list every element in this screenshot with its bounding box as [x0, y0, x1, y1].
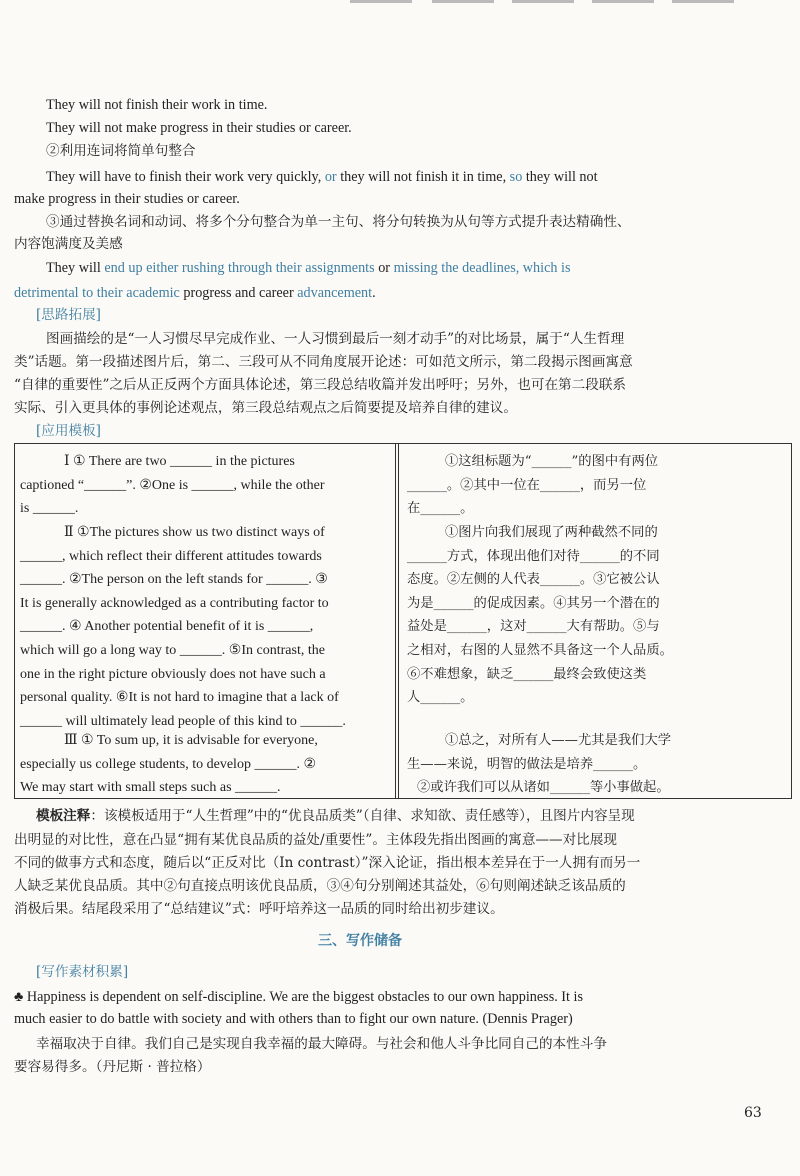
- club-icon: ♣: [14, 989, 24, 1005]
- quote-chinese-line: 要容易得多。（丹尼斯 · 普拉格）: [14, 1059, 211, 1075]
- method-heading: 内容饱满度及美感: [14, 236, 123, 252]
- example-sentence: detrimental to their academic progress and career advancement.: [14, 285, 376, 301]
- top-rule: [672, 0, 734, 3]
- section-heading-ideas: [思路拓展]: [36, 307, 101, 323]
- method-heading: ②利用连词将简单句整合: [46, 143, 196, 159]
- ideas-paragraph-line: “自律的重要性”之后从正反两个方面具体论述，第三段总结收篇并发出呼吁；另外，也可在第二段联系: [14, 377, 627, 393]
- template-note-label: 模板注释: [36, 808, 91, 824]
- template-note-line: 消极后果。结尾段采用了“总结建议”式：呼吁培养这一品质的同时给出初步建议。: [14, 901, 504, 917]
- quote-chinese-line: 幸福取决于自律。我们自己是实现自我幸福的最大障碍。与社会和他人斗争比同自己的本性斗争: [36, 1036, 607, 1052]
- table-divider: [398, 444, 399, 798]
- top-rule: [512, 0, 574, 3]
- top-rule: [432, 0, 494, 3]
- template-chinese-part1: ①这组标题为“______”的图中有两位 ______。②其中一位在______，而另一位 在______。: [407, 454, 659, 517]
- template-note-line: 模板注释：该模板适用于“人生哲理”中的“优良品质类”（自律、求知欲、责任感等），且图片内容呈现: [36, 808, 635, 824]
- ideas-paragraph-line: 图画描绘的是“一人习惯尽早完成作业、一人习惯到最后一刻才动手”的对比场景，属于“人生哲理: [46, 331, 625, 347]
- template-chinese-part3: ①总之，对所有人——尤其是我们大学 生——来说，明智的做法是培养______。 ②或许我们可以从诸如______等小事做起。: [407, 733, 672, 796]
- part-three-heading: 三、写作储备: [318, 933, 402, 949]
- template-english-part3: Ⅲ ① To sum up, it is advisable for everyone, especially us college students, to develop ______. ② We may start with small steps such as ______.: [20, 733, 318, 796]
- example-sentence: They will not make progress in their studies or career.: [46, 120, 352, 136]
- ideas-paragraph-line: 实际、引入更具体的事例论述观点，第三段总结观点之后简要提及培养自律的建议。: [14, 400, 517, 416]
- template-table: [14, 443, 792, 799]
- template-english-part2: Ⅱ ①The pictures show us two distinct ways of ______, which reflect their different attitudes towards ______. ②The person on the left stands for ______. ③ It is generally acknowledged as a contributing factor to ______. ④ Another potential benefit of it is ______, which will go a long way to ______. ⑤In contrast, the one in the right picture obviously does not have such a personal quality. ⑥It is not hard to imagine that a lack of ______ will ultimately lead people of this kind to ______.: [20, 525, 346, 729]
- example-sentence: make progress in their studies or career.: [14, 191, 240, 207]
- template-chinese-part2: ①图片向我们展现了两种截然不同的 ______方式，体现出他们对待______的不同 态度。②左侧的人代表______。③它被公认 为是______的促成因素。④其另一个潜在的 益处是______，这对______大有帮助。⑤与 之相对，右图的人显然不具备这一个人品质。 ⑥不难想象，缺乏______最终会致使这类 人______。: [407, 525, 673, 706]
- section-heading-template: [应用模板]: [36, 423, 101, 439]
- example-sentence: They will not finish their work in time.: [46, 97, 268, 113]
- template-note-line: 人缺乏某优良品质。其中②句直接点明该优良品质，③④句分别阐述其益处，⑥句则阐述缺乏该品质的: [14, 878, 626, 894]
- top-rule: [350, 0, 412, 3]
- template-english-part1: Ⅰ ① There are two ______ in the pictures captioned “______”. ②One is ______, while the other is ______.: [20, 454, 325, 517]
- page-number: 63: [744, 1105, 762, 1121]
- example-sentence: They will end up either rushing through their assignments or missing the deadlines, which is: [46, 260, 571, 276]
- quote-english-line: ♣ Happiness is dependent on self-discipline. We are the biggest obstacles to our own happiness. It is: [14, 989, 583, 1005]
- top-rule: [592, 0, 654, 3]
- quote-english-line: much easier to do battle with society and with others than to fight our own nature. (Dennis Prager): [14, 1011, 573, 1027]
- table-divider: [395, 444, 396, 798]
- example-sentence: They will have to finish their work very quickly, or they will not finish it in time, so they will not: [46, 169, 598, 185]
- template-note-line: 出明显的对比性，意在凸显“拥有某优良品质的益处/重要性”。主体段先指出图画的寓意——对比展现: [14, 832, 618, 848]
- section-heading-materials: [写作素材积累]: [36, 964, 129, 980]
- method-heading: ③通过替换名词和动词、将多个分句整合为单一主句、将分句转换为从句等方式提升表达精确性、: [46, 214, 631, 230]
- template-note-line: 不同的做事方式和态度，随后以“正反对比（In contrast）”深入论证，指出根本差异在于一人拥有而另一: [14, 855, 641, 871]
- ideas-paragraph-line: 类”话题。第一段描述图片后，第二、三段可从不同角度展开论述：可如范文所示，第二段揭示图画寓意: [14, 354, 633, 370]
